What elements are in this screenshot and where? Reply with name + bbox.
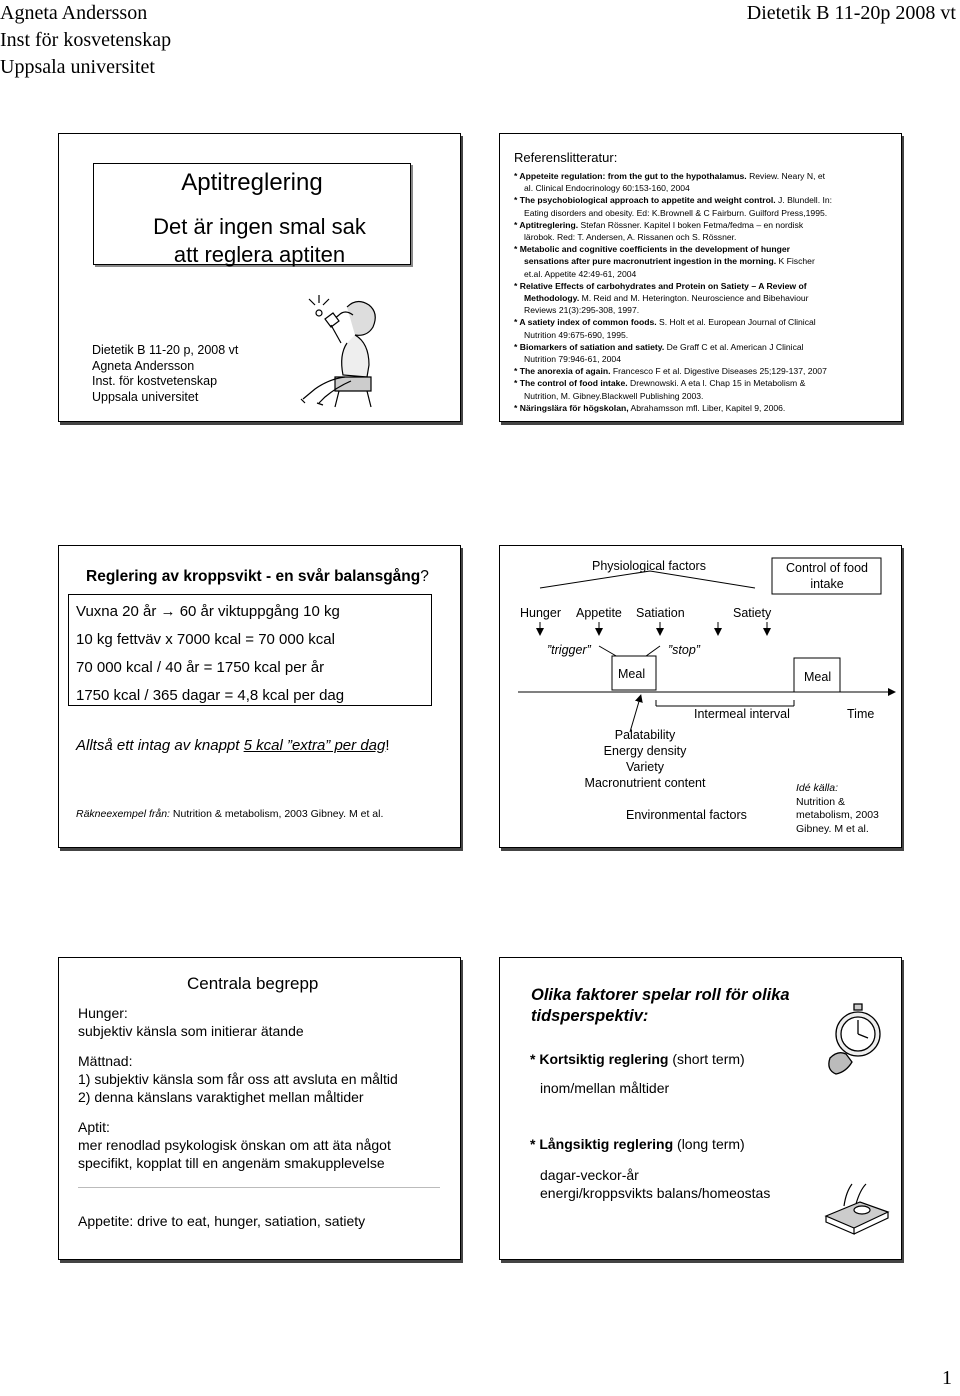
reference-line (514, 255, 894, 267)
reference-detail: Drewnowski. A eta l. Chap 15 in Metabolism & (627, 378, 806, 389)
reference-line (514, 316, 894, 328)
slide-food-intake-diagram (499, 545, 902, 848)
info-line: Agneta Andersson (92, 358, 195, 373)
reference-detail: Nutrition, M. Gibney.Blackwell Publishing 2003. (524, 390, 704, 401)
def-aptit-2: specifikt, kopplat till en angenäm smakupplevelse (78, 1155, 385, 1171)
reference-detail: Eating disorders and obesity. Ed: K.Brownell & C Fairburn. Guilford Press,1995. (524, 207, 828, 218)
calc-line-4: 1750 kcal / 365 dagar = 4,8 kcal per dag (76, 687, 345, 704)
slide-time-perspectives (499, 957, 902, 1260)
reference-line (514, 341, 894, 353)
long-term-desc-1: dagar-veckor-år (540, 1167, 639, 1183)
meal-factors (570, 727, 720, 791)
reference-line (514, 377, 894, 389)
meal-label-2: Meal (804, 670, 832, 684)
calc-line-1 (76, 598, 344, 626)
reference-detail: et.al. Appetite 42:49-61, 2004 (524, 268, 637, 279)
reference-line (514, 170, 894, 182)
reference-detail: Stefan Rössner. Kapitel I boken Fetma/fedma – en nordisk (578, 219, 804, 230)
reference-line (514, 365, 894, 377)
header-left (0, 0, 171, 81)
source-label: Räkneexempel från: (76, 808, 173, 820)
reference-detail: Francesco F et al. Digestive Diseases 25;129-137, 2007 (610, 366, 827, 377)
reference-detail: K Fischer (776, 256, 815, 267)
def-aptit-1: mer renodlad psykologisk önskan om att äta något (78, 1137, 391, 1153)
reference-title: * The psychobiological approach to appetite and weight control. (514, 195, 776, 206)
concepts-title: Centrala begrepp (187, 974, 319, 993)
reference-detail: J. Blundell. In: (775, 195, 833, 206)
term-hunger: Hunger: (78, 1005, 128, 1021)
idea-source-line: metabolism, 2003 (796, 809, 879, 821)
reference-line (514, 194, 894, 206)
university: Uppsala universitet (0, 56, 155, 78)
reference-detail: Nutrition 49:675-690, 1995. (524, 329, 629, 340)
short-term-heading (530, 1051, 745, 1067)
long-term-desc-2: energi/kroppsvikts balans/homeostas (540, 1185, 771, 1201)
def-mattnad-1: 1) subjektiv känsla som får oss att avsluta en måltid (78, 1071, 398, 1087)
reference-title: * Biomarkers of satiation and satiety. (514, 341, 665, 352)
satiation-label: Satiation (636, 606, 685, 620)
course-label: Dietetik B 11-20p 2008 vt (746, 2, 956, 24)
conclusion (76, 737, 390, 754)
idea-source-line: Gibney. M et al. (796, 822, 869, 835)
reference-line (514, 182, 894, 194)
info-line: Dietetik B 11-20 p, 2008 vt (92, 343, 239, 357)
reference-list (514, 170, 894, 414)
course-info (92, 343, 238, 405)
woman-drinking-illustration (295, 291, 415, 411)
slide-central-concepts (58, 957, 461, 1260)
reference-line (514, 304, 894, 316)
conclusion-highlight: 5 kcal ”extra” per dag (243, 737, 386, 754)
reference-detail: al. Clinical Endocrinology 60:153-160, 2004 (524, 183, 690, 194)
idea-source (796, 782, 879, 836)
reference-title: * Metabolic and cognitive coefficients in the development of hunger (514, 244, 790, 255)
control-line-1: Control of food (786, 561, 868, 575)
reference-line (514, 329, 894, 341)
long-term-note: (long term) (673, 1136, 745, 1152)
term-mattnad: Mättnad: (78, 1053, 133, 1069)
meal-label-1: Meal (618, 667, 646, 681)
def-mattnad-2: 2) denna känslans varaktighet mellan måltider (78, 1089, 364, 1105)
reference-line (514, 207, 894, 219)
factor-macronutrient: Macronutrient content (584, 776, 706, 790)
reference-title: Methodology. (524, 293, 580, 304)
satiety-label: Satiety (733, 606, 772, 620)
factor-variety: Variety (626, 760, 664, 774)
reference-line (514, 268, 894, 280)
control-line-2: intake (810, 577, 844, 591)
idea-source-label: Idé källa: (796, 782, 839, 794)
reference-title: * Relative Effects of carbohydrates and Protein on Satiety – A Review of (514, 280, 807, 291)
stopwatch-icon (820, 998, 890, 1078)
concepts-footer: Appetite: drive to eat, hunger, satiation, satiety (78, 1213, 366, 1229)
hunger-label: Hunger (520, 606, 561, 620)
perspectives-title (531, 985, 790, 1027)
factor-energy-density: Energy density (603, 744, 687, 758)
conclusion-text: Alltså ett intag av knappt (76, 737, 244, 754)
term-aptit: Aptit: (78, 1119, 110, 1135)
short-term-desc: inom/mellan måltider (540, 1080, 670, 1096)
idea-source-line: Nutrition & (796, 795, 846, 808)
info-line: Inst. för kostvetenskap (92, 374, 218, 388)
reference-line (514, 292, 894, 304)
slide-heading (86, 568, 429, 586)
subtitle-line-1: Det är ingen smal sak (153, 214, 366, 239)
heading-text: Reglering av kroppsvikt - en svår balansgång (86, 568, 421, 585)
reference-line (514, 231, 894, 243)
divider (78, 1187, 440, 1188)
reference-detail: Review. Neary N, et (746, 171, 826, 181)
arrow-right-icon: → (160, 603, 176, 620)
reference-title: sensations after pure macronutrient ingestion in the morning. (524, 256, 777, 267)
reference-title: * Aptitreglering. (514, 219, 579, 230)
calc-source (76, 808, 383, 820)
appetite-label: Appetite (576, 606, 622, 620)
long-term-heading (530, 1136, 745, 1152)
bathroom-scale-icon (822, 1176, 892, 1236)
concepts-body (78, 1004, 398, 1172)
conclusion-mark: ! (385, 737, 390, 754)
slide-title (58, 133, 461, 422)
calc-line-2: 10 kg fettväv x 7000 kcal = 70 000 kcal (76, 631, 335, 648)
calc-line-3: 70 000 kcal / 40 år = 1750 kcal per år (76, 659, 325, 676)
subtitle (59, 213, 460, 269)
reference-title: * Appeteite regulation: from the gut to the hypothalamus. (514, 171, 747, 181)
reference-detail: M. Reid and M. Heterington. Neuroscience and Bibehaviour (579, 293, 809, 304)
subtitle-line-2: att reglera aptiten (173, 242, 346, 267)
reference-detail: Reviews 21(3):295-308, 1997. (524, 305, 640, 316)
stop-label: ”stop” (668, 643, 700, 657)
source-text: Nutrition & metabolism, 2003 Gibney. M et al. (172, 808, 384, 820)
reference-title: * The anorexia of again. (514, 366, 611, 377)
long-term-bold: * Långsiktig reglering (530, 1136, 674, 1152)
time-axis-label: Time (847, 707, 875, 721)
info-line: Uppsala universitet (92, 389, 199, 404)
trigger-label: ”trigger” (547, 643, 591, 657)
reference-line (514, 353, 894, 365)
long-term-desc (540, 1166, 770, 1202)
page-number: 1 (942, 1367, 952, 1389)
intermeal-interval-label: Intermeal interval (694, 707, 790, 721)
environmental-factors-label: Environmental factors (626, 808, 747, 822)
slide-title-text: Aptitreglering (181, 169, 323, 196)
author-name: Agneta Andersson (0, 2, 148, 24)
reference-line (514, 402, 894, 414)
reference-detail: De Graff C et al. American J Clinical (664, 341, 804, 352)
slide-weight-balance (58, 545, 461, 848)
reference-line (514, 243, 894, 255)
factor-palatability: Palatability (614, 728, 676, 742)
reference-detail: lärobok. Red: T. Andersen, A. Rissanen och S. Rössner. (524, 232, 737, 243)
reference-title: * Näringslära för högskolan, (514, 402, 629, 413)
slide-references (499, 133, 902, 422)
reference-title: * A satiety index of common foods. (514, 317, 657, 328)
reference-detail: Abrahamsson mfl. Liber, Kapitel 9, 2006. (628, 402, 786, 413)
reference-title: * The control of food intake. (514, 378, 628, 389)
physiological-factors-label: Physiological factors (592, 559, 706, 573)
calc-line-1b: 60 år viktuppgång 10 kg (179, 603, 340, 620)
short-term-bold: * Kortsiktig reglering (530, 1051, 669, 1067)
control-of-food-intake-label (772, 560, 882, 592)
perspectives-title-line-2: tidsperspektiv: (531, 1007, 649, 1025)
reference-line (514, 390, 894, 402)
reference-detail: S. Holt et al. European Journal of Clinical (656, 317, 816, 328)
calc-line-1a: Vuxna 20 år (76, 603, 157, 620)
reference-line (514, 280, 894, 292)
department: Inst för kosvetenskap (0, 29, 172, 51)
references-heading: Referenslitteratur: (514, 150, 618, 165)
heading-question-mark: ? (420, 568, 429, 585)
def-hunger: subjektiv känsla som initierar ätande (78, 1023, 304, 1039)
reference-line (514, 219, 894, 231)
calculation-lines (76, 598, 344, 710)
short-term-note: (short term) (668, 1051, 745, 1067)
reference-detail: Nutrition 79:946-61, 2004 (524, 354, 621, 365)
perspectives-title-line-1: Olika faktorer spelar roll för olika (531, 986, 790, 1004)
